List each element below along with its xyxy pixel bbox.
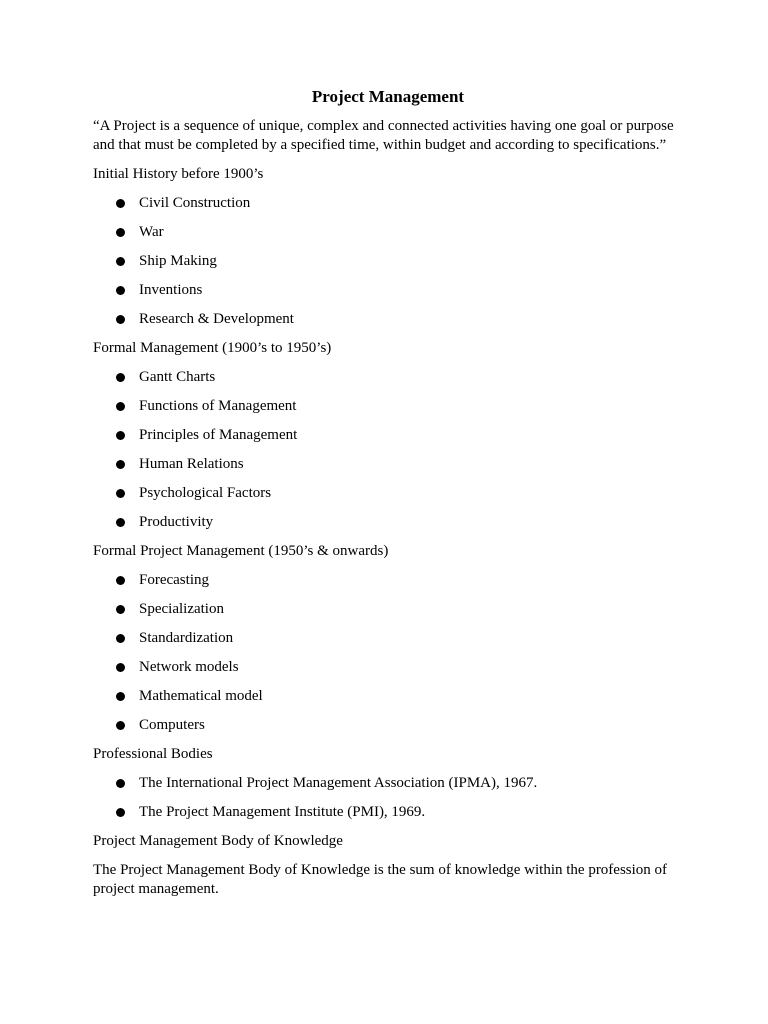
list-item: The International Project Management Association (IPMA), 1967. bbox=[93, 774, 683, 793]
list-item: The Project Management Institute (PMI), 1969. bbox=[93, 803, 683, 822]
list-item: Specialization bbox=[93, 600, 683, 619]
bullet-icon bbox=[116, 286, 125, 295]
bullet-icon bbox=[116, 460, 125, 469]
list-item: Gantt Charts bbox=[93, 368, 683, 387]
bullet-list bbox=[93, 571, 683, 735]
list-item: Principles of Management bbox=[93, 426, 683, 445]
pmbok-paragraph: The Project Management Body of Knowledge is the sum of knowledge within the profession of project management. bbox=[93, 862, 668, 897]
project-definition-quote: “A Project is a sequence of unique, complex and connected activities having one goal or purpose and that must be completed by a specified time, within budget and according to specifications.” bbox=[93, 118, 674, 153]
pmbok-heading: Project Management Body of Knowledge bbox=[93, 833, 343, 849]
document-body bbox=[93, 86, 683, 909]
bullet-icon bbox=[116, 315, 125, 324]
bullet-icon bbox=[116, 431, 125, 440]
bullet-icon bbox=[116, 489, 125, 498]
list-item: Mathematical model bbox=[93, 687, 683, 706]
list-item: Human Relations bbox=[93, 455, 683, 474]
list-item: Research & Development bbox=[93, 310, 683, 329]
bullet-icon bbox=[116, 692, 125, 701]
document-title: Project Management bbox=[311, 87, 465, 106]
list-item: War bbox=[93, 223, 683, 242]
list-item: Productivity bbox=[93, 513, 683, 532]
list-item: Civil Construction bbox=[93, 194, 683, 213]
bullet-icon bbox=[116, 402, 125, 411]
bullet-icon bbox=[116, 228, 125, 237]
list-item: Forecasting bbox=[93, 571, 683, 590]
bullet-icon bbox=[116, 663, 125, 672]
section-heading: Initial History before 1900’s bbox=[93, 166, 264, 182]
section-heading: Formal Management (1900’s to 1950’s) bbox=[93, 340, 332, 356]
list-item: Computers bbox=[93, 716, 683, 735]
bullet-icon bbox=[116, 257, 125, 266]
bullet-icon bbox=[116, 518, 125, 527]
section-heading: Formal Project Management (1950’s & onwards) bbox=[93, 543, 389, 559]
bullet-list bbox=[93, 194, 683, 329]
bullet-icon bbox=[116, 721, 125, 730]
list-item: Standardization bbox=[93, 629, 683, 648]
bullet-list bbox=[93, 774, 683, 822]
bullet-icon bbox=[116, 634, 125, 643]
list-item: Psychological Factors bbox=[93, 484, 683, 503]
list-item: Network models bbox=[93, 658, 683, 677]
list-item: Functions of Management bbox=[93, 397, 683, 416]
bullet-icon bbox=[116, 605, 125, 614]
bullet-icon bbox=[116, 779, 125, 788]
bullet-icon bbox=[116, 373, 125, 382]
list-item: Ship Making bbox=[93, 252, 683, 271]
bullet-icon bbox=[116, 199, 125, 208]
bullet-icon bbox=[116, 808, 125, 817]
list-item: Inventions bbox=[93, 281, 683, 300]
section-heading: Professional Bodies bbox=[93, 746, 213, 762]
bullet-list bbox=[93, 368, 683, 532]
bullet-icon bbox=[116, 576, 125, 585]
